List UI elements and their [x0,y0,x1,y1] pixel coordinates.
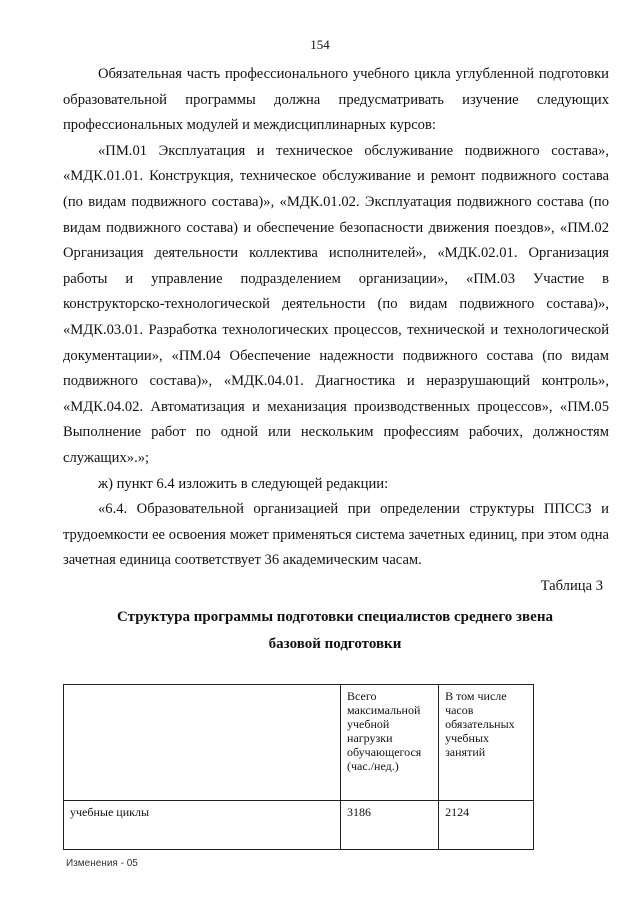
paragraph: ж) пункт 6.4 изложить в следующей редакции: [98,475,389,492]
table-row [64,801,534,850]
table-cell: учебные циклы [64,801,341,850]
table-label: Таблица 3 [540,578,603,594]
body-text [63,62,609,574]
table-header-cell: Всего максимальной учебной нагрузки обучающегося (час./нед.) [341,685,439,801]
footer-note: Изменения - 05 [66,858,138,869]
paragraph: Обязательная часть профессионального учебного цикла углубленной подготовки образовательной программы должна предусматривать изучение следующих профессиональных модулей и междисциплинарных курсов: [63,66,609,134]
table-cell: 2124 [439,801,534,850]
table-header-cell: В том числе часов обязательных учебных занятий [439,685,534,801]
paragraph: «ПМ.01 Эксплуатация и техническое обслуживание подвижного состава», «МДК.01.01. Конструкция, техническое обслуживание и ремонт подвижного состава (по видам подвижного состава)», «МДК.01.02. Эксплуатация подвижного состава (по видам подвижного состава) и обеспечение безопасности движения поездов», «ПМ.02 Организация деятельности коллектива исполнителей», «МДК.02.01. Организация работы и управление подразделением организации», «ПМ.03 Участие в конструкторско-технологической деятельности (по видам подвижного состава)», «МДК.03.01. Разработка технологических процессов, технической и технологической документации», «ПМ.04 Обеспечение надежности подвижного состава (по видам подвижного состава)», «МДК.04.01. Диагностика и неразрушающий контроль», «МДК.04.02. Автоматизация и механизация производственных процессов», «ПМ.05 Выполнение работ по одной или нескольким профессиям рабочих, должностям служащих».»; [63,142,609,466]
table-cell: 3186 [341,801,439,850]
table-header-row [64,685,534,801]
table-title: Структура программы подготовки специалистов среднего звена базовой подготовки [117,609,553,652]
structure-table [63,684,534,850]
table-header-cell [64,685,341,801]
paragraph: «6.4. Образовательной организацией при определении структуры ППССЗ и трудоемкости ее освоения может применяться система зачетных единиц, при этом одна зачетная единица соответствует 36 академическим часам. [63,501,609,569]
page-number: 154 [310,37,330,52]
